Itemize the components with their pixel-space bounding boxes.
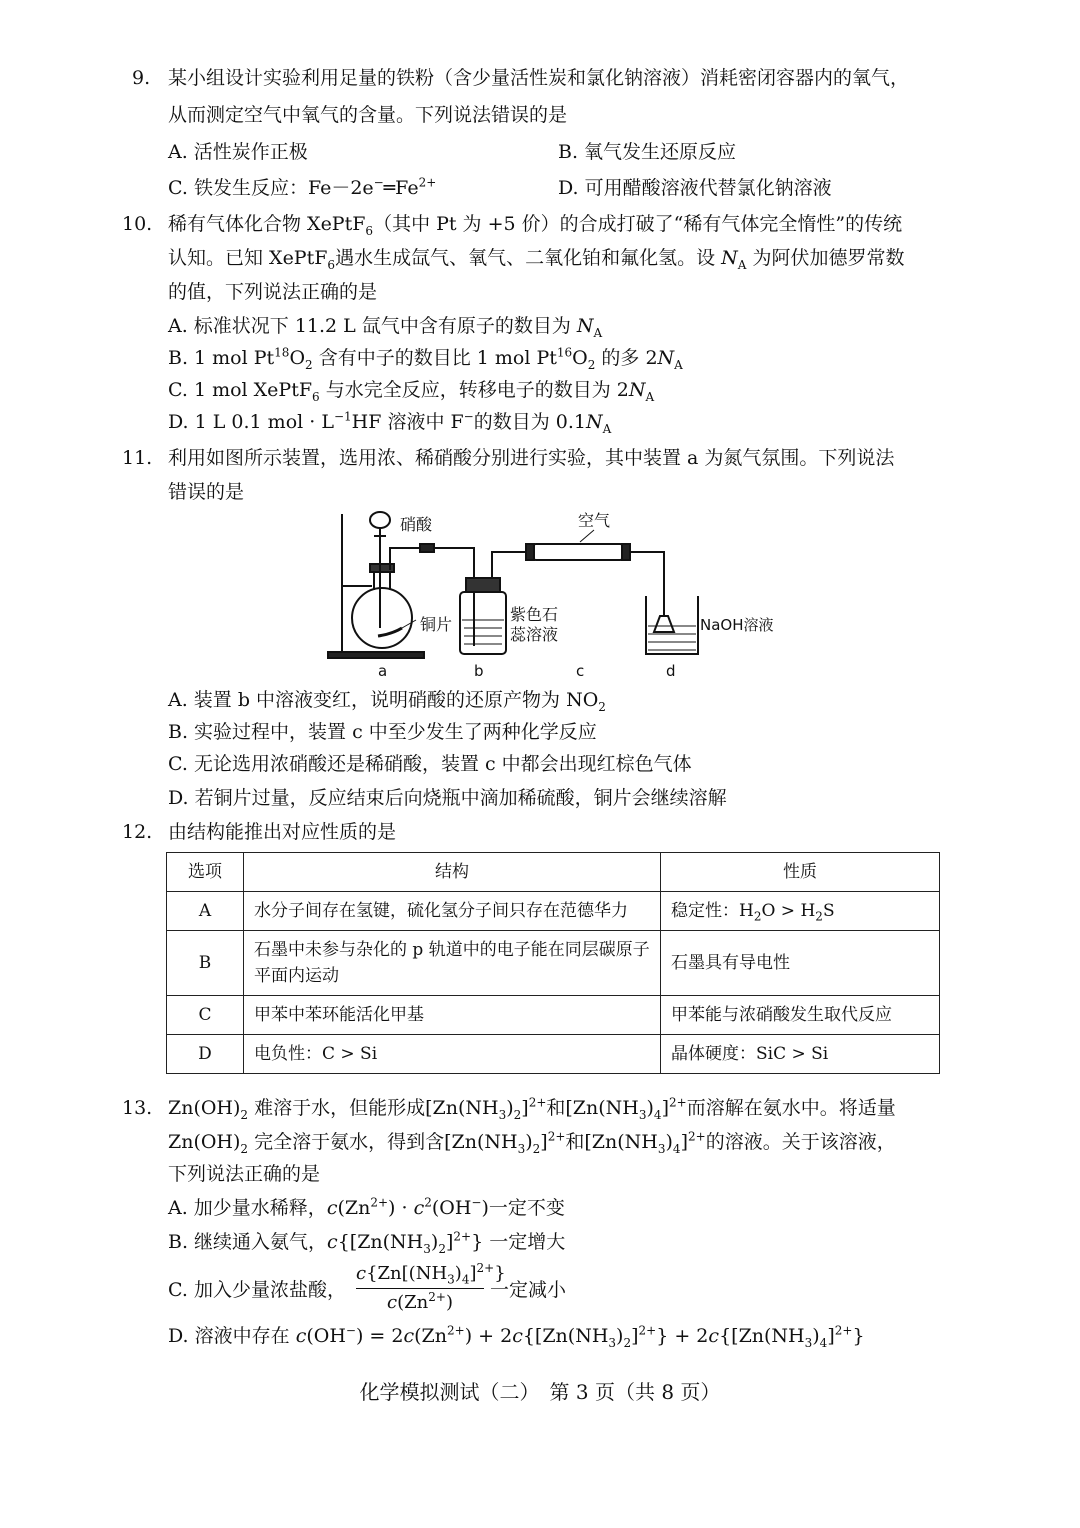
- q10-b-O2: O: [572, 347, 588, 369]
- q13-s2-sub2b: 2: [532, 1141, 541, 1156]
- q13-a-b: (Zn: [337, 1197, 371, 1219]
- q11-option-c: C. 无论选用浓硝酸还是稀硝酸，装置 c 中都会出现红棕色气体: [168, 753, 692, 775]
- table-row: [167, 892, 940, 931]
- header-option: 选项: [167, 853, 244, 892]
- label-b: b: [474, 662, 484, 680]
- bottle-b-liquid: [462, 620, 504, 644]
- q10-d-sup-minus: −: [463, 409, 474, 424]
- num-bracket: ]: [469, 1263, 477, 1284]
- q13-s2-sub4: 4: [672, 1141, 681, 1156]
- q13-s2c2: ): [665, 1131, 673, 1153]
- label-litmus-1: 紫色石: [510, 605, 559, 624]
- q13-stem-line1: [168, 1096, 896, 1120]
- q13-d-e: } + 2: [656, 1325, 709, 1347]
- row-option: D: [167, 1035, 244, 1074]
- apparatus-diagram: [320, 508, 800, 680]
- q13-b-sup: 2+: [453, 1229, 472, 1244]
- q10-s2b: 遇水生成氙气、氧气、二氧化铂和氟化氢。设: [335, 247, 722, 269]
- q13-stem-line2: [168, 1130, 896, 1154]
- q12-table: [166, 852, 940, 1074]
- q9-c-eq: ═Fe: [383, 177, 419, 199]
- q13-option-a: [168, 1196, 565, 1220]
- q13-s1b: 难溶于水，但能形成[Zn(NH: [248, 1097, 499, 1119]
- q10-stem-line2: [168, 246, 904, 270]
- copper-leader: [402, 620, 416, 628]
- q10-s1b: （其中 Pt 为 +5 价）的合成打破了“稀有气体完全惰性”的传统: [373, 213, 903, 235]
- q10-b-O: O: [289, 347, 306, 369]
- q13-d-sub3: 3: [608, 1335, 617, 1350]
- q13-s1-sup2: 2+: [668, 1095, 687, 1110]
- q10-d-a: D. 1 L 0.1 mol · L: [168, 411, 334, 433]
- structure-b-line1: 石墨中未参与杂化的 p 轨道中的电子能在同层碳原子: [254, 940, 650, 960]
- round-flask: [352, 588, 412, 648]
- q13-s2d2: ]: [680, 1131, 688, 1153]
- q10-d-subA: A: [602, 421, 612, 436]
- q10-stem-line3: 的值，下列说法正确的是: [168, 281, 378, 303]
- q13-stem-line3: 下列说法正确的是: [168, 1163, 321, 1185]
- q13-d-c3: c: [512, 1325, 523, 1347]
- num-c: c: [356, 1263, 367, 1284]
- q13-d-sup2: 2+: [638, 1323, 657, 1338]
- q13-s2a: 完全溶于氨水，得到含[Zn(NH: [248, 1131, 518, 1153]
- q11-stem-line2: 错误的是: [168, 481, 245, 503]
- q10-s2c: 为阿伏加德罗常数: [746, 247, 905, 269]
- q10-c-a: C. 1 mol XePtF: [168, 379, 313, 401]
- q13-a-a: A. 加少量水稀释，: [168, 1197, 327, 1219]
- tube-c-stopper-left: [526, 544, 534, 560]
- q10-b-a: B. 1 mol Pt: [168, 347, 275, 369]
- q10-b-sub2b: 2: [587, 357, 596, 372]
- q9-option-b: B. 氧气发生还原反应: [558, 141, 737, 163]
- q11-option-b: B. 实验过程中，装置 c 中至少发生了两种化学反应: [168, 721, 597, 743]
- q13-a-supm: −: [471, 1195, 482, 1210]
- q10-stem-line1: [168, 212, 902, 236]
- label-d: d: [666, 662, 676, 680]
- q13-s1-sub3b: 3: [638, 1107, 647, 1122]
- q13-d-br: ]: [631, 1325, 639, 1347]
- q13-b-sub3: 3: [423, 1241, 431, 1256]
- row-property: 石墨具有导电性: [661, 931, 940, 996]
- q13-d-e1: {[Zn(NH: [522, 1325, 609, 1347]
- q10-b-NA: N: [657, 347, 675, 369]
- q10-c-NA: N: [628, 379, 646, 401]
- q13-b-sub2: 2: [438, 1241, 446, 1256]
- q13-s2b: 的溶液。关于该溶液，: [705, 1131, 896, 1153]
- q13-s2e: 和[Zn(NH: [565, 1131, 658, 1153]
- bottle-b-stopper: [466, 578, 500, 592]
- q9-stem-line1: 某小组设计实验利用足量的铁粉（含少量活性炭和氯化钠溶液）消耗密闭容器内的氧气，: [168, 67, 910, 89]
- q13-d-sup3: 2+: [834, 1323, 853, 1338]
- q11-a-text: A. 装置 b 中溶液变红，说明硝酸的还原产物为 NO: [168, 689, 599, 711]
- table-header-row: [167, 853, 940, 892]
- q13-d-d: ) + 2: [464, 1325, 513, 1347]
- copper-piece: [378, 628, 402, 636]
- row-structure: [244, 931, 661, 996]
- q10-a-text: A. 标准状况下 11.2 L 氙气中含有原子的数目为: [168, 315, 577, 337]
- q10-d-b: HF 溶液中 F: [351, 411, 464, 433]
- tube-c-stopper-right: [622, 544, 630, 560]
- q13-option-c: [168, 1278, 346, 1302]
- funnel-d: [654, 616, 674, 632]
- page-footer: 化学模拟测试（二） 第 3 页（共 8 页）: [359, 1380, 721, 1404]
- q13-option-b: [168, 1230, 565, 1254]
- q13-s2-zn: Zn(OH): [168, 1131, 241, 1153]
- q13-b-b: {[Zn(NH: [337, 1231, 424, 1253]
- q10-s2a: 认知。已知 XePtF: [168, 247, 328, 269]
- row-option: B: [167, 931, 244, 996]
- q9-c-sup-minus: −: [373, 175, 384, 190]
- q10-c-subA: A: [645, 389, 655, 404]
- row-property: 甲苯能与浓硝酸发生取代反应: [661, 996, 940, 1035]
- q10-b-sup16: 16: [556, 345, 573, 360]
- q10-b-c: 的多 2: [595, 347, 658, 369]
- q10-c-sub6: 6: [312, 389, 320, 404]
- q13-d-zn: (Zn: [414, 1325, 447, 1347]
- q13-s2-sub2: 2: [240, 1141, 249, 1156]
- q10-s2-NA: N: [721, 247, 738, 269]
- q13-a-sup: 2+: [370, 1195, 389, 1210]
- row-property: 晶体硬度：SiC > Si: [661, 1035, 940, 1074]
- q13-s1-sup: 2+: [528, 1095, 547, 1110]
- q10-d-NA: N: [586, 411, 603, 433]
- num-sub3: 3: [447, 1272, 455, 1287]
- label-air: 空气: [578, 511, 611, 530]
- q13-a-c1: c: [326, 1197, 338, 1219]
- q13-d-sub3b: 3: [804, 1335, 813, 1350]
- q11-option-d: D. 若铜片过量，反应结束后向烧瓶中滴加稀硫酸，铜片会继续溶解: [168, 787, 727, 809]
- den-paren: ): [445, 1292, 453, 1313]
- q13-a-e: )一定不变: [481, 1197, 565, 1219]
- header-structure: 结构: [244, 853, 661, 892]
- q10-d-sup-1: −1: [333, 409, 352, 424]
- q13-d-b: (OH: [306, 1325, 346, 1347]
- q10-option-b: [168, 346, 683, 370]
- q10-b-sub2: 2: [305, 357, 313, 372]
- num-close: }: [494, 1263, 506, 1284]
- label-acid: 硝酸: [400, 515, 433, 534]
- q13-d-supm: −: [345, 1323, 356, 1338]
- fraction-numerator: [356, 1261, 506, 1287]
- q9-option-a: A. 活性炭作正极: [168, 141, 308, 163]
- q10-b-b: 含有中子的数目比 1 mol Pt: [312, 347, 557, 369]
- label-c: c: [576, 662, 585, 680]
- q13-d-c2: c: [403, 1325, 415, 1347]
- num-sub4: 4: [461, 1272, 470, 1287]
- row-option: C: [167, 996, 244, 1035]
- q13-s1-sub3: 3: [498, 1107, 507, 1122]
- q9-c-sup-2plus: 2+: [418, 175, 437, 190]
- q10-d-c: 的数目为 0.1: [473, 411, 586, 433]
- row-structure: 水分子间存在氢键，硫化氢分子间只存在范德华力: [244, 892, 661, 931]
- q13-s2-sub3b: 3: [657, 1141, 666, 1156]
- row-structure: 甲苯中苯环能活化甲基: [244, 996, 661, 1035]
- table-row: [167, 931, 940, 996]
- prop-a-1: 稳定性：H: [671, 901, 754, 921]
- q13-d-c1: c: [295, 1325, 307, 1347]
- q10-s1a: 稀有气体化合物 XePtF: [168, 213, 366, 235]
- q12-number: 12.: [122, 821, 153, 843]
- fraction-bar: [356, 1288, 484, 1289]
- label-a: a: [378, 662, 388, 680]
- q13-b-c: c: [327, 1231, 338, 1253]
- q13-d-e2: {[Zn(NH: [719, 1325, 805, 1347]
- table-row: [167, 996, 940, 1035]
- q10-s2-sub6: 6: [327, 257, 336, 272]
- q13-b-bracket: ]: [445, 1231, 454, 1253]
- q11-a-sub2: 2: [598, 699, 606, 714]
- q10-b-subA: A: [674, 357, 683, 372]
- q9-stem-line2: 从而测定空气中氧气的含量。下列说法错误的是: [168, 104, 568, 126]
- label-naoh: NaOH溶液: [700, 616, 774, 634]
- q13-s2d: ]: [540, 1131, 548, 1153]
- q13-option-d: [168, 1324, 865, 1348]
- q9-c-text: C. 铁发生反应：Fe－2e: [168, 177, 374, 199]
- q13-c-tail: 一定减小: [490, 1279, 567, 1301]
- q10-s1-sub6: 6: [365, 223, 374, 238]
- tube-c: [530, 544, 626, 560]
- num-sup: 2+: [476, 1261, 495, 1275]
- funnel-bulb: [370, 512, 390, 528]
- q10-option-c: [168, 378, 654, 402]
- q13-c-fraction: [356, 1261, 506, 1315]
- tube-joint-ab: [420, 544, 434, 552]
- q13-s1e: 和[Zn(NH: [546, 1097, 639, 1119]
- table-row: [167, 1035, 940, 1074]
- tube-b-c: [492, 552, 530, 578]
- q10-c-b: 与水完全反应，转移电子的数目为 2: [319, 379, 629, 401]
- q13-s2-sub3: 3: [517, 1141, 526, 1156]
- prop-a-sub1: 2: [753, 909, 762, 924]
- q13-s1d2: ]: [661, 1097, 669, 1119]
- q10-a-NA: N: [576, 315, 594, 337]
- q13-a-c: ) ·: [388, 1197, 414, 1219]
- fraction-denominator: [356, 1291, 484, 1315]
- q13-d-c: ) = 2: [355, 1325, 404, 1347]
- den-c: c: [387, 1292, 398, 1313]
- q10-b-sup18: 18: [274, 345, 290, 360]
- q10-option-d: [168, 410, 611, 434]
- q13-s1c2: ): [646, 1097, 654, 1119]
- row-property: [661, 892, 940, 931]
- q13-d-close: }: [852, 1325, 865, 1347]
- q13-s2-sup: 2+: [547, 1129, 566, 1144]
- prop-a-3: S: [822, 901, 835, 921]
- stand-base: [328, 652, 424, 658]
- q13-a-sup2: 2: [424, 1195, 432, 1210]
- q13-a-c2: c: [413, 1197, 425, 1219]
- q11-stem-line1: 利用如图所示装置，选用浓、稀硝酸分别进行实验，其中装置 a 为氮气氛围。下列说法: [168, 447, 895, 469]
- q13-d-sub2: 2: [623, 1335, 632, 1350]
- label-copper: 铜片: [420, 615, 453, 634]
- q10-a-subA: A: [593, 325, 603, 340]
- q13-s1a: Zn(OH): [168, 1097, 241, 1119]
- q13-d-paren2: ): [812, 1325, 820, 1347]
- q13-d-a: D. 溶液中存在: [168, 1325, 296, 1347]
- den-text: (Zn: [397, 1292, 429, 1313]
- q11-option-a: [168, 688, 606, 712]
- q9-option-c: [168, 176, 436, 200]
- q13-b-paren: ): [430, 1231, 439, 1253]
- q13-s1f: 而溶解在氨水中。将适量: [686, 1097, 896, 1119]
- q10-number: 10.: [122, 213, 153, 235]
- structure-b-line2: 平面内运动: [254, 966, 339, 986]
- q13-s1c: ): [506, 1097, 514, 1119]
- q13-s1-sub2b: 2: [513, 1107, 522, 1122]
- den-sup: 2+: [428, 1290, 446, 1304]
- prop-a-sub2: 2: [815, 909, 823, 924]
- row-structure: 电负性：C > Si: [244, 1035, 661, 1074]
- q11-number: 11.: [122, 447, 153, 469]
- q13-d-paren: ): [616, 1325, 624, 1347]
- q13-s2c: ): [525, 1131, 533, 1153]
- row-option: A: [167, 892, 244, 931]
- q13-d-c4: c: [708, 1325, 720, 1347]
- q10-option-a: [168, 314, 602, 338]
- q13-d-sub4: 4: [819, 1335, 828, 1350]
- q9-number: 9.: [132, 67, 151, 89]
- prop-a-2: O > H: [761, 901, 816, 921]
- bottle-b: [460, 592, 506, 654]
- q13-s2-sup2: 2+: [687, 1129, 706, 1144]
- q13-a-d: (OH: [431, 1197, 472, 1219]
- num-text: {Zn[(NH: [366, 1263, 448, 1284]
- q12-stem: 由结构能推出对应性质的是: [168, 821, 397, 843]
- q10-s2-subA: A: [737, 257, 747, 272]
- num-paren: ): [454, 1263, 462, 1284]
- header-property: 性质: [661, 853, 940, 892]
- q13-c-a: C. 加入少量浓盐酸，: [168, 1279, 346, 1301]
- q9-option-d: D. 可用醋酸溶液代替氯化钠溶液: [558, 177, 832, 199]
- q13-s1d: ]: [521, 1097, 529, 1119]
- q13-b-c-text: } 一定增大: [471, 1231, 566, 1253]
- q13-d-br2: ]: [827, 1325, 835, 1347]
- q13-number: 13.: [122, 1097, 153, 1119]
- q13-s1-sub4: 4: [653, 1107, 662, 1122]
- air-leader: [580, 530, 594, 542]
- q13-d-sup: 2+: [446, 1323, 465, 1338]
- label-litmus-2: 蕊溶液: [510, 625, 559, 644]
- q13-s1-sub2: 2: [240, 1107, 249, 1122]
- q13-b-a: B. 继续通入氨气，: [168, 1231, 328, 1253]
